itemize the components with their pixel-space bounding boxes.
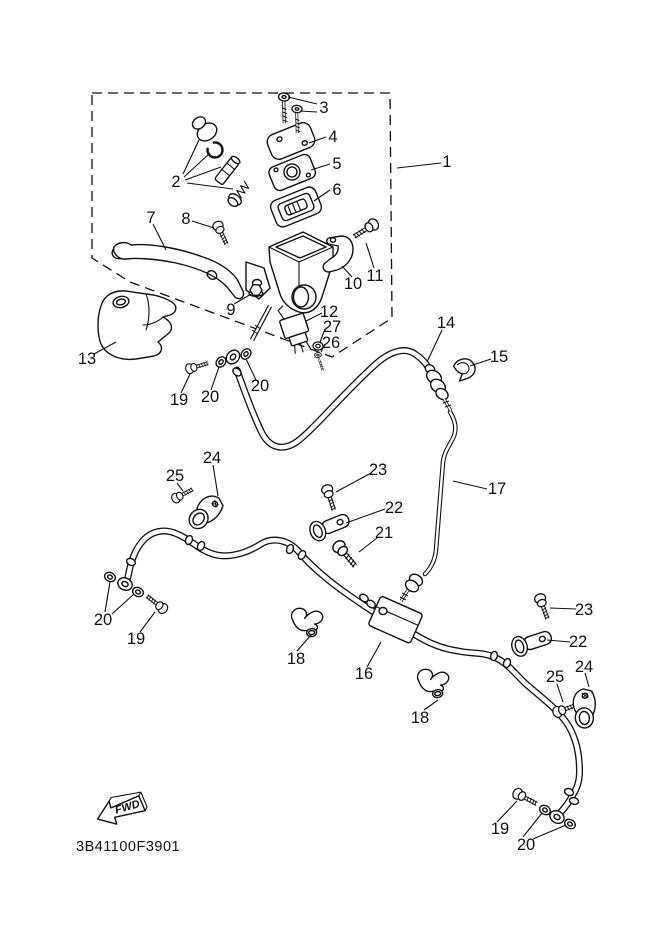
callout-18-b: 18 [410,709,430,727]
callout-5: 5 [332,155,342,173]
leader-19B [497,801,517,822]
circlip [207,142,222,157]
callout-26: 26 [321,334,341,352]
callout-23-b: 23 [574,601,594,619]
callout-8: 8 [181,210,191,228]
banjo-bolt [144,592,170,615]
outlet-stub [252,306,270,340]
guard-body [98,291,176,360]
bolt-21 [331,538,361,570]
bracket-24 [185,491,227,535]
callout-labels [78,99,593,854]
leader-8 [192,221,214,228]
right-hose-outline [414,634,580,814]
washer [239,347,253,361]
callout-6: 6 [332,181,342,199]
hose-pipe-connector-group [424,356,478,411]
bracket-24 [572,688,598,729]
callout-1: 1 [442,153,452,171]
callout-25-a: 25 [165,467,185,485]
left-mid-hardware [170,483,360,570]
hose-clip-18 [291,605,326,639]
switch-screw [314,352,324,372]
leader-20u1 [211,367,219,390]
callout-23-a: 23 [368,461,388,479]
callout-21: 21 [374,524,394,542]
lever-guard [98,291,176,360]
parts-group [98,92,598,830]
callout-19-a: 19 [169,391,189,409]
leader-22L [346,509,385,523]
hose-clip-18 [417,666,452,700]
clamp-22 [307,509,352,543]
bolt-23 [533,592,552,620]
fwd-label: FWD [113,798,142,817]
callout-7: 7 [146,209,156,227]
leader-11 [366,243,374,268]
callout-22-a: 22 [384,499,404,517]
leader-24L [213,465,218,496]
brake-pipe-17 [425,412,455,574]
callout-17: 17 [487,480,507,498]
callout-24-a: 24 [202,449,222,467]
clamp-22 [509,627,554,659]
callout-16: 16 [354,665,374,683]
leader-23L [336,473,371,492]
hoses-group [125,351,579,814]
leader-14 [427,330,442,362]
callout-20-d: 20 [516,836,536,854]
callout-13: 13 [77,350,97,368]
callout-25-b: 25 [545,668,565,686]
banjo-eye [116,575,134,592]
leader-16 [367,642,381,667]
callout-11: 11 [366,267,384,285]
spring-cup [225,179,253,209]
bolt-25 [170,485,195,505]
joint-bolt-hole [379,608,387,615]
callout-19-b: 19 [126,630,146,648]
clamp-bolt [351,217,381,242]
brake-lever-group [110,220,270,299]
leader-25R [557,684,563,702]
bolt-23 [320,483,339,511]
callout-15: 15 [489,348,509,366]
banjo-eye [224,347,243,366]
mc-hose-outline [237,351,428,448]
lever-pivot-bolt [211,220,231,247]
callout-4: 4 [328,128,338,146]
callout-12: 12 [319,303,339,321]
callout-14: 14 [436,314,456,332]
brake-lever [114,243,244,299]
banjo-bolt [511,787,539,809]
left-banjo-group [103,571,170,616]
callout-2: 2 [171,173,181,191]
mc-banjo-group [184,347,253,375]
callout-20-b: 20 [250,377,270,395]
leader-17 [453,481,487,489]
leader-23R [550,608,576,609]
banjo-bolt [184,358,209,374]
washer [563,817,577,830]
pipe-clip-15 [452,356,477,381]
fwd-arrow [93,789,149,829]
callout-22-b: 22 [568,633,588,651]
callout-20-c: 20 [93,611,113,629]
callout-10: 10 [343,275,363,293]
diaphragm [269,185,324,229]
callout-19-c: 19 [490,820,510,838]
drawing-number: 3B41100F3901 [76,839,181,855]
callout-3: 3 [319,99,329,117]
leader-18L [297,635,311,651]
reservoir-cap [265,120,317,161]
callout-24-b: 24 [574,658,594,676]
reservoir-cap-stack [265,92,324,229]
callout-9: 9 [226,301,236,319]
washer [103,571,117,584]
callout-20-a: 20 [200,388,220,406]
callout-27: 27 [322,318,342,336]
washer [131,586,145,599]
callout-18-a: 18 [286,650,306,668]
leader-1 [397,163,441,168]
leader-19LL [140,612,155,632]
piston [214,155,241,185]
piston-kit [190,114,253,209]
